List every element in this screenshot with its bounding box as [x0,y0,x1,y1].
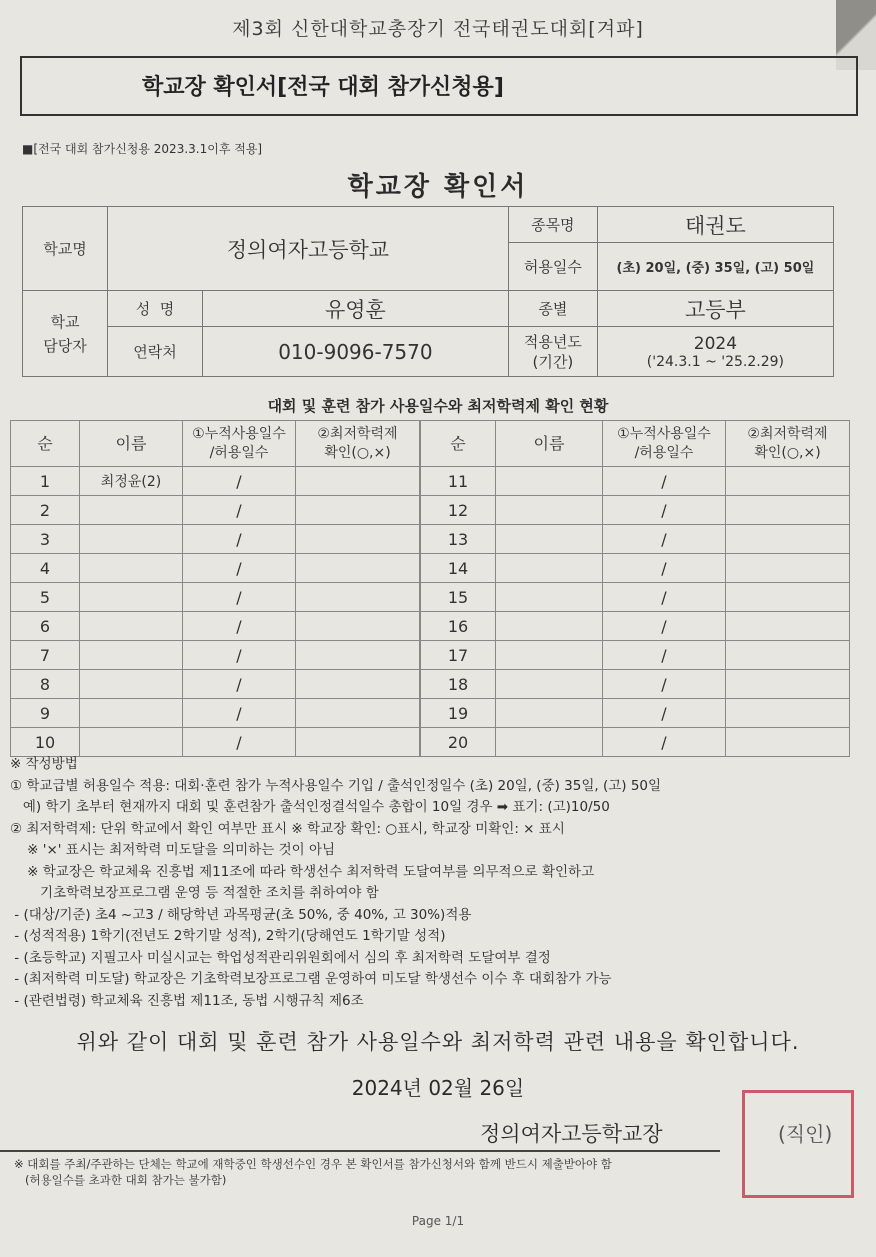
cell-no: 10 [11,728,80,757]
event-value: 태권도 [597,207,833,243]
cell-name [496,728,603,757]
footer-line: (허용일수를 초과한 대회 참가는 불가함) [14,1173,227,1187]
footer-divider [0,1150,720,1152]
athlete-table-left [10,420,420,757]
cell-name [80,612,183,641]
instruction-line: ① 학교급별 허용일수 적용: 대회·훈련 참가 누적사용일수 기입 / 출석인정일수 (초) 20일, (중) 35일, (고) 50일 [10,777,662,794]
table-row [11,670,420,699]
cell-check [726,699,850,728]
name-label: 성 명 [108,291,203,327]
issue-date: 2024년 02월 26일 [351,1076,525,1100]
cell-days: / [183,583,296,612]
cell-name [80,699,183,728]
col-no: 순 [421,421,496,467]
cell-no: 18 [421,670,496,699]
table-row [421,612,850,641]
table-row [421,554,850,583]
col-check: ②최저학력제 확인(○,×) [296,421,420,467]
cell-no: 3 [11,525,80,554]
school-value: 정의여자고등학교 [108,207,509,291]
cell-days: / [183,554,296,583]
table-row [11,467,420,496]
cell-name [496,612,603,641]
cell-check [296,583,420,612]
page-number: Page 1/1 [411,1214,465,1228]
cell-no: 16 [421,612,496,641]
cell-days: / [603,728,726,757]
instruction-line: ※ '×' 표시는 최저학력 미도달을 의미하는 것이 아님 [10,842,336,858]
cell-name: 최정윤(2) [80,467,183,496]
cell-check [726,641,850,670]
cell-days: / [183,467,296,496]
cell-name [80,670,183,699]
cell-days: / [603,699,726,728]
school-label: 학교명 [23,207,108,291]
footer-note [14,1156,612,1188]
cell-no: 20 [421,728,496,757]
cell-days: / [183,525,296,554]
cell-days: / [603,496,726,525]
allowed-days-value: (초) 20일, (중) 35일, (고) 50일 [597,243,833,291]
confirmation-statement: 위와 같이 대회 및 훈련 참가 사용일수와 최저학력 관련 내용을 확인합니다. [76,1030,800,1054]
cell-no: 13 [421,525,496,554]
cell-name [496,699,603,728]
instruction-line: - (초등학교) 지필고사 미실시교는 학업성적관리위원회에서 심의 후 최저학력 도달여부 결정 [10,949,551,966]
instruction-line: ② 최저학력제: 단위 학교에서 확인 여부만 표시 ※ 학교장 확인: ○표시, 학교장 미확인: × 표시 [10,820,565,837]
instructions [10,754,661,1012]
table-row [421,583,850,612]
cell-days: / [183,728,296,757]
cell-no: 19 [421,699,496,728]
table-row [421,525,850,554]
col-name: 이름 [80,421,183,467]
title-box-text: 학교장 확인서[전국 대회 참가신청용] [142,75,504,100]
cell-name [496,641,603,670]
instruction-line: - (성적적용) 1학기(전년도 2학기말 성적), 2학기(당해연도 1학기말 성적) [10,928,446,944]
competition-header: 제3회 신한대학교총장기 전국태권도대회[겨파] [232,18,644,40]
year-value: 2024 [693,333,738,354]
table-row [11,554,420,583]
instruction-line: - (최저학력 미도달) 학교장은 기초학력보장프로그램 운영하여 미도달 학생선수 이수 후 대회참가 가능 [10,971,612,987]
cell-days: / [183,641,296,670]
cell-check [296,525,420,554]
col-days: ①누적사용일수 /허용일수 [603,421,726,467]
cell-no: 15 [421,583,496,612]
cell-check [726,583,850,612]
cell-days: / [183,496,296,525]
table-row [11,612,420,641]
contact-label: 연락처 [108,327,203,377]
cell-days: / [603,612,726,641]
application-note: ■[전국 대회 참가신청용 2023.3.1이후 적용] [22,142,263,156]
cell-check [726,670,850,699]
cell-name [496,496,603,525]
cell-check [726,525,850,554]
cell-days: / [603,467,726,496]
col-check: ②최저학력제 확인(○,×) [726,421,850,467]
cell-name [80,525,183,554]
cell-check [296,496,420,525]
cell-check [726,496,850,525]
cell-days: / [603,525,726,554]
cell-name [80,554,183,583]
period-value: ('24.3.1 ~ '25.2.29) [646,353,785,370]
cell-days: / [183,699,296,728]
cell-name [496,583,603,612]
table-row [11,728,420,757]
division-value: 고등부 [597,291,833,327]
cell-days: / [603,670,726,699]
table-row [421,641,850,670]
cell-name [80,583,183,612]
cell-check [296,554,420,583]
instruction-line: 기초학력보장프로그램 운영 등 적절한 조치를 취하여야 함 [10,885,379,901]
athlete-table-right [420,420,850,757]
cell-no: 4 [11,554,80,583]
principal-name: 정의여자고등학교장 [480,1122,663,1146]
year-cell [597,327,833,377]
cell-check [296,728,420,757]
cell-days: / [603,583,726,612]
cell-no: 2 [11,496,80,525]
cell-check [296,612,420,641]
status-subtitle: 대회 및 훈련 참가 사용일수와 최저학력제 확인 현황 [267,397,609,415]
instruction-line: ※ 학교장은 학교체육 진흥법 제11조에 따라 학생선수 최저학력 도달여부를 의무적으로 확인하고 [10,863,595,880]
cell-days: / [183,612,296,641]
cell-check [296,699,420,728]
cell-check [726,728,850,757]
cell-name [80,728,183,757]
allowed-days-label: 허용일수 [508,243,597,291]
cell-no: 8 [11,670,80,699]
manager-label: 학교 담당자 [23,291,108,377]
cell-days: / [603,641,726,670]
event-label: 종목명 [508,207,597,243]
name-value: 유영훈 [203,291,509,327]
cell-check [726,554,850,583]
table-row [11,525,420,554]
cell-no: 1 [11,467,80,496]
year-label: 적용년도 (기간) [508,327,597,377]
cell-check [726,612,850,641]
cell-name [80,496,183,525]
cell-no: 17 [421,641,496,670]
cell-no: 12 [421,496,496,525]
cell-check [296,641,420,670]
cell-check [296,670,420,699]
cell-name [496,525,603,554]
cell-name [80,641,183,670]
cell-check [296,467,420,496]
seal-label: (직인) [778,1122,833,1146]
cell-days: / [603,554,726,583]
cell-check [726,467,850,496]
cell-name [496,467,603,496]
table-row [421,496,850,525]
main-title: 학교장 확인서 [347,172,529,202]
table-row [11,496,420,525]
table-row [421,670,850,699]
col-days: ①누적사용일수 /허용일수 [183,421,296,467]
table-row [11,641,420,670]
cell-name [496,670,603,699]
cell-no: 14 [421,554,496,583]
cell-days: / [183,670,296,699]
table-row [11,699,420,728]
table-row [11,583,420,612]
footer-line: ※ 대회를 주최/주관하는 단체는 학교에 재학중인 학생선수인 경우 본 확인서를 참가신청서와 함께 반드시 제출받아야 함 [14,1157,612,1171]
col-name: 이름 [496,421,603,467]
instruction-line: - (관련법령) 학교체육 진흥법 제11조, 동법 시행규칙 제6조 [10,992,364,1009]
instruction-line: 예) 학기 초부터 현재까지 대회 및 훈련참가 출석인정결석일수 총합이 10일 경우 ➡ 표기: (고)10/50 [10,799,610,815]
cell-no: 9 [11,699,80,728]
cell-no: 11 [421,467,496,496]
table-row [421,699,850,728]
instruction-line: ※ 작성방법 [10,756,78,772]
cell-no: 7 [11,641,80,670]
table-row [421,467,850,496]
instruction-line: - (대상/기준) 초4 ~고3 / 해당학년 과목평균(초 50%, 중 40%, 고 30%)적용 [10,906,472,923]
cell-name [496,554,603,583]
col-no: 순 [11,421,80,467]
division-label: 종별 [508,291,597,327]
title-box [20,56,858,116]
contact-value: 010-9096-7570 [203,327,509,377]
cell-no: 5 [11,583,80,612]
cell-no: 6 [11,612,80,641]
info-table [22,206,834,377]
table-row [421,728,850,757]
